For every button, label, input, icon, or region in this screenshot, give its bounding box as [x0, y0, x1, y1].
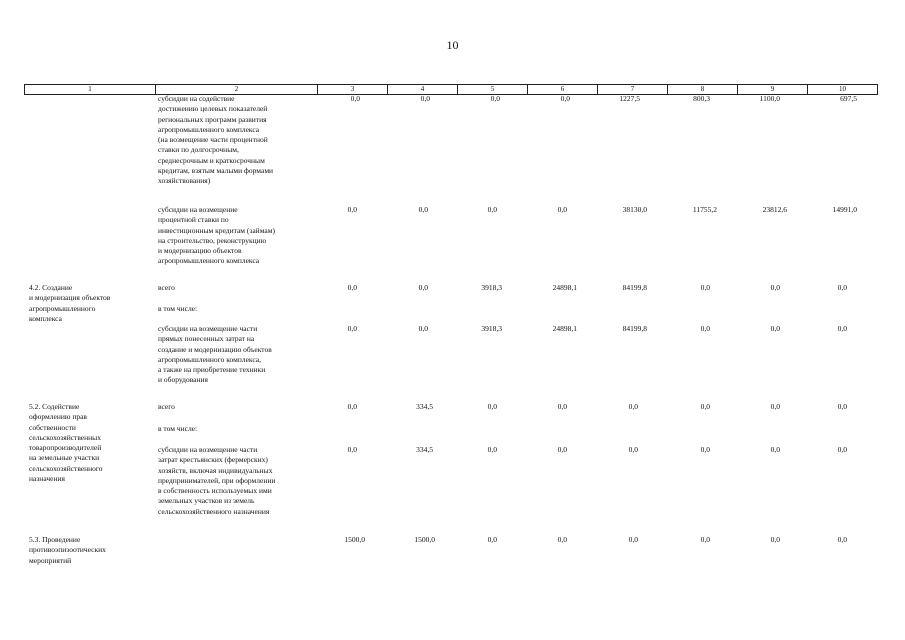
cell-value: 0,0	[347, 324, 357, 333]
row-desc: субсидии на возмещение процентной ставки по инвестиционным кредитам (займам) на строительство, реконструкцию и модернизацию объектов агропромышленного комплекса	[158, 205, 275, 266]
cell-value: 0,0	[557, 205, 567, 214]
header-col-8: 8	[667, 85, 737, 94]
header-col-7: 7	[597, 85, 667, 94]
cell-value: 0,0	[490, 94, 500, 103]
cell-value: 24898,1	[552, 283, 577, 292]
cell-value: 0,0	[770, 283, 780, 292]
cell-value: 0,0	[487, 402, 497, 411]
header-col-9: 9	[737, 85, 807, 94]
cell-value: 1227,5	[619, 94, 640, 103]
cell-value: 0,0	[557, 445, 567, 454]
header-col-4: 4	[387, 85, 457, 94]
row-desc: всего	[158, 402, 175, 411]
cell-value: 1100,0	[759, 94, 780, 103]
cell-value: 0,0	[628, 445, 638, 454]
cell-value: 334,5	[416, 445, 433, 454]
cell-value: 0,0	[418, 324, 428, 333]
cell-value: 0,0	[770, 445, 780, 454]
cell-value: 0,0	[700, 324, 710, 333]
cell-value: 0,0	[837, 324, 847, 333]
row-title: 5.2. Содействие оформлению прав собственности сельскохозяйственных товаропроизводителей на земельные участки сельскохозяйственного назначения	[29, 402, 103, 484]
cell-value: 24898,1	[552, 324, 577, 333]
cell-value: 697,5	[840, 94, 857, 103]
cell-value: 38130,0	[622, 205, 647, 214]
row-desc: субсидии на возмещение части затрат крестьянских (фермерских) хозяйств, включая индивидуальных предпринимателей, при оформлении в собственность используемых ими земельных участков из земель сельскохозяйственного назначения	[158, 445, 276, 516]
cell-value: 0,0	[770, 324, 780, 333]
cell-value: 23812,6	[762, 205, 787, 214]
cell-value: 0,0	[347, 445, 357, 454]
row-title: 5.3. Проведение противоэпизоотических мероприятий	[29, 535, 106, 565]
cell-value: 0,0	[487, 535, 497, 544]
cell-value: 0,0	[700, 445, 710, 454]
cell-value: 11755,2	[692, 205, 717, 214]
cell-value: 334,5	[416, 402, 433, 411]
cell-value: 0,0	[700, 535, 710, 544]
cell-value: 84199,8	[622, 324, 647, 333]
cell-value: 0,0	[347, 402, 357, 411]
cell-value: 0,0	[628, 402, 638, 411]
header-col-2: 2	[155, 85, 317, 94]
header-col-5: 5	[457, 85, 527, 94]
cell-value: 0,0	[487, 445, 497, 454]
row-desc: субсидии на содействие достижению целевых показателей региональных программ развития агропромышленного комплекса (на возмещение части процентной ставки по долгосрочным, среднесрочным и краткосрочным кредитам, взятым малыми формами хозяйствования)	[158, 94, 274, 186]
cell-value: 0,0	[770, 535, 780, 544]
cell-value: 0,0	[418, 205, 428, 214]
cell-value: 3918,3	[481, 324, 502, 333]
cell-value: 84199,8	[622, 283, 647, 292]
row-desc: всего	[158, 283, 175, 292]
cell-value: 0,0	[560, 94, 570, 103]
header-col-1: 1	[88, 85, 92, 93]
cell-value: 0,0	[347, 205, 357, 214]
row-desc: субсидии на возмещение части прямых понесенных затрат на создание и модернизацию объектов агропромышленного комплекса, а также на приобретение техники и оборудования	[158, 324, 272, 385]
cell-value: 0,0	[837, 283, 847, 292]
cell-value: 1500,0	[344, 535, 365, 544]
cell-value: 0,0	[557, 535, 567, 544]
header-col-10: 10	[807, 85, 877, 94]
cell-value: 1500,0	[414, 535, 435, 544]
cell-value: 0,0	[487, 205, 497, 214]
header-col-6: 6	[527, 85, 597, 94]
header-col-3: 3	[317, 85, 387, 94]
cell-value: 3918,3	[481, 283, 502, 292]
cell-value: 0,0	[347, 283, 357, 292]
cell-value: 0,0	[557, 402, 567, 411]
cell-value: 0,0	[420, 94, 430, 103]
cell-value: 0,0	[628, 535, 638, 544]
cell-value: 0,0	[770, 402, 780, 411]
cell-value: 0,0	[700, 283, 710, 292]
cell-value: 0,0	[837, 402, 847, 411]
cell-value: 0,0	[837, 445, 847, 454]
row-desc: в том числе:	[158, 424, 198, 433]
cell-value: 0,0	[837, 535, 847, 544]
cell-value: 0,0	[350, 94, 360, 103]
page-number: 10	[446, 38, 459, 52]
cell-value: 14991,0	[832, 205, 857, 214]
cell-value: 0,0	[700, 402, 710, 411]
row-desc: в том числе:	[158, 304, 198, 313]
cell-value: 0,0	[418, 283, 428, 292]
cell-value: 800,3	[693, 94, 710, 103]
row-title: 4.2. Создание и модернизация объектов агропромышленного комплекса	[29, 283, 111, 323]
